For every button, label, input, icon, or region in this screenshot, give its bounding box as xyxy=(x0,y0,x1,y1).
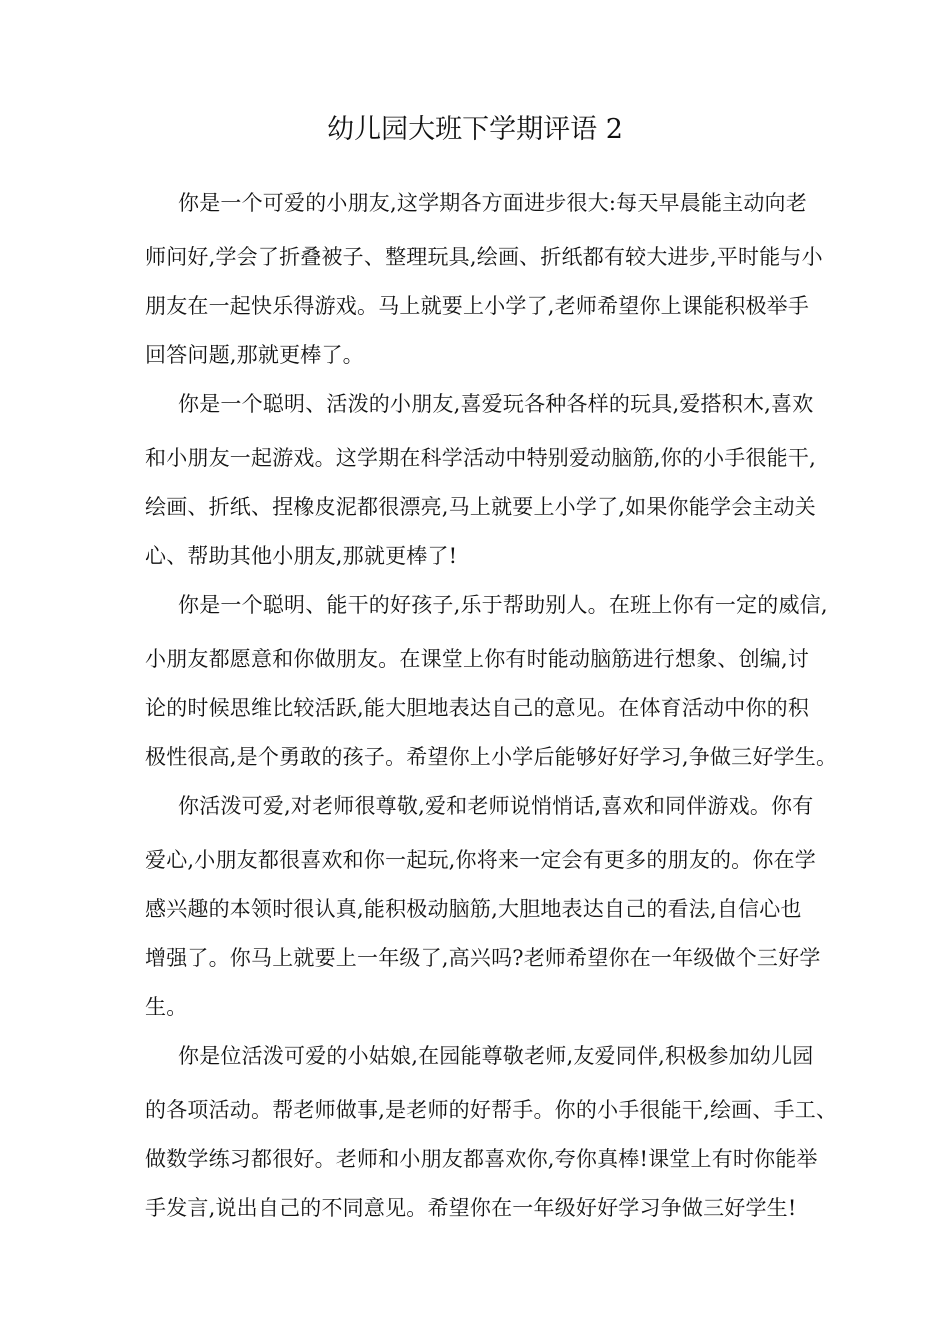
paragraph-5-line-2: 的各项活动。帮老师做事,是老师的好帮手。你的小手很能干,绘画、手工、 xyxy=(145,1098,838,1122)
paragraph-2-line-1: 你是一个聪明、活泼的小朋友,喜爱玩各种各样的玩具,爱搭积木,喜欢 xyxy=(178,392,814,416)
paragraph-5-line-1: 你是位活泼可爱的小姑娘,在园能尊敬老师,友爱同伴,积极参加幼儿园 xyxy=(178,1044,814,1068)
paragraph-3-line-1: 你是一个聪明、能干的好孩子,乐于帮助别人。在班上你有一定的威信, xyxy=(178,593,828,617)
paragraph-1-line-3: 朋友在一起快乐得游戏。马上就要上小学了,老师希望你上课能积极举手 xyxy=(145,294,810,318)
paragraph-4-line-1: 你活泼可爱,对老师很尊敬,爱和老师说悄悄话,喜欢和同伴游戏。你有 xyxy=(178,794,814,818)
paragraph-3-line-2: 小朋友都愿意和你做朋友。在课堂上你有时能动脑筋进行想象、创编,讨 xyxy=(145,647,810,671)
paragraph-2-line-4: 心、帮助其他小朋友,那就更棒了! xyxy=(145,544,458,568)
paragraph-5-line-4: 手发言,说出自己的不同意见。希望你在一年级好好学习争做三好学生! xyxy=(145,1196,797,1220)
paragraph-4-line-5: 生。 xyxy=(145,995,188,1019)
paragraph-4-line-4: 增强了。你马上就要上一年级了,高兴吗?老师希望你在一年级做个三好学 xyxy=(145,946,821,970)
paragraph-1-line-4: 回答问题,那就更棒了。 xyxy=(145,343,364,367)
paragraph-4-line-3: 感兴趣的本领时很认真,能积极动脑筋,大胆地表达自己的看法,自信心也 xyxy=(145,897,802,921)
paragraph-4-line-2: 爱心,小朋友都很喜欢和你一起玩,你将来一定会有更多的朋友的。你在学 xyxy=(145,848,816,872)
paragraph-2-line-2: 和小朋友一起游戏。这学期在科学活动中特别爱动脑筋,你的小手很能干, xyxy=(145,446,816,470)
paragraph-1-line-2: 师问好,学会了折叠被子、整理玩具,绘画、折纸都有较大进步,平时能与小 xyxy=(145,245,823,269)
document-title: 幼儿园大班下学期评语 2 xyxy=(327,114,623,145)
paragraph-3-line-4: 极性很高,是个勇敢的孩子。希望你上小学后能够好好学习,争做三好学生。 xyxy=(145,745,838,769)
paragraph-5-line-3: 做数学练习都很好。老师和小朋友都喜欢你,夸你真棒!课堂上有时你能举 xyxy=(145,1147,818,1171)
paragraph-1-line-1: 你是一个可爱的小朋友,这学期各方面进步很大:每天早晨能主动向老 xyxy=(178,191,807,215)
paragraph-2-line-3: 绘画、折纸、捏橡皮泥都很漂亮,马上就要上小学了,如果你能学会主动关 xyxy=(145,495,816,519)
paragraph-3-line-3: 论的时候思维比较活跃,能大胆地表达自己的意见。在体育活动中你的积 xyxy=(145,696,810,720)
